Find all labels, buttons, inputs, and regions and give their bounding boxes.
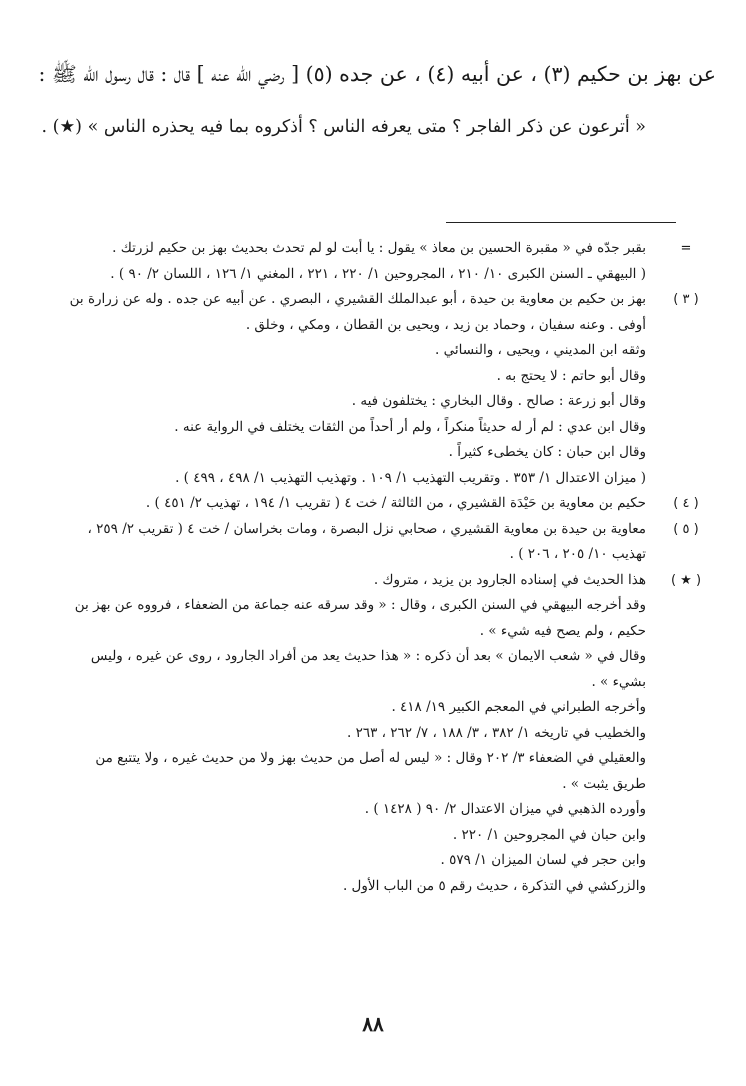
footnote-line: وابن حبان في المجروحين ١/ ٢٢٠ . bbox=[452, 826, 646, 843]
footnote-line: والزركشي في التذكرة ، حديث رقم ٥ من الباب الأول . bbox=[342, 877, 646, 894]
footnotes bbox=[30, 236, 716, 899]
footnote-line: وقال أبو زرعة : صالح . وقال البخاري : يختلفون فيه . bbox=[351, 393, 646, 409]
hadith-chain-line: عن بهز بن حكيم (٣) ، عن أبيه (٤) ، عن جده (٥) [ رضي الله عنه ] قال : قال رسول الله ﷺ : bbox=[38, 62, 716, 86]
footnote-line: هذا الحديث في إسناده الجارود بن يزيد ، متروك . bbox=[373, 571, 646, 588]
footnote-line: وأورده الذهبي في ميزان الاعتدال ٢/ ٩٠ ( ١٤٢٨ ) . bbox=[364, 801, 646, 817]
footnote-line: بهز بن حكيم بن معاوية بن حيدة ، أبو عبدالملك القشيري ، البصري . عن أبيه عن جده . وله عن زرارة بن bbox=[69, 291, 646, 307]
footnote-line: وقال ابن عدي : لم أر له حديثاً منكراً ، ولم أر أحداً من الثقات يختلف في الرواية عنه . bbox=[174, 418, 646, 435]
footnote-line: ( ميزان الاعتدال ١/ ٣٥٣ . وتقريب التهذيب ١/ ١٠٩ . وتهذيب التهذيب ١/ ٤٩٨ ، ٤٩٩ ) . bbox=[175, 469, 646, 486]
footnote-line: حكيم ، ولم يصح فيه شيء » . bbox=[479, 622, 646, 639]
footnote bbox=[30, 287, 716, 491]
footnote bbox=[30, 236, 716, 287]
footnote-line: طريق يثبت » . bbox=[562, 775, 646, 792]
footnote-marker: ( ٥ ) bbox=[673, 521, 699, 537]
footnote bbox=[30, 491, 716, 517]
footnote-line: ( البيهقي ـ السنن الكبرى ١٠/ ٢١٠ ، المجروحين ١/ ٢٢٠ ، ٢٢١ ، المغني ١/ ١٢٦ ، اللسان ٢/ ٩٠ ) . bbox=[110, 265, 646, 282]
footnote-line: والخطيب في تاريخه ١/ ٣٨٢ ، ٣/ ١٨٨ ، ٧/ ٢٦٢ ، ٢٦٣ . bbox=[346, 724, 646, 741]
footnote-line: والعقيلي في الضعفاء ٣/ ٢٠٢ وقال : « ليس له أصل من حديث بهز ولا من حديث غيره ، ولا يتتبع من bbox=[95, 750, 646, 766]
footnote-text bbox=[30, 236, 646, 287]
footnote-marker: ( ★ ) bbox=[670, 572, 702, 588]
footnote-text bbox=[30, 568, 646, 900]
footnote-marker: ( ٤ ) bbox=[673, 496, 699, 511]
footnote-line: أوفى . وعنه سفيان ، وحماد بن زيد ، ويحيى بن القطان ، ومكي ، وخلق . bbox=[245, 316, 646, 333]
footnote-line: حكيم بن معاوية بن حَيْدَة القشيري ، من الثالثة / خت ٤ ( تقريب ١/ ١٩٤ ، تهذيب ٢/ ٤٥١ ) . bbox=[145, 495, 646, 511]
footnote-line: وقال في « شعب الايمان » بعد أن ذكره : « هذا حديث يعد من أفراد الجارود ، روى عن غيره ، وليس bbox=[90, 648, 646, 664]
footnote-line: تهذيب ١٠/ ٢٠٥ ، ٢٠٦ ) . bbox=[509, 546, 646, 562]
footnote-line: وثقه ابن المديني ، ويحيى ، والنسائي . bbox=[435, 342, 646, 358]
footnote-line: بشيء » . bbox=[591, 673, 646, 690]
footnote-line: وقال ابن حبان : كان يخطىء كثيراً . bbox=[448, 444, 646, 460]
hadith-matn-line: « أترعون عن ذكر الفاجر ؟ متى يعرفه الناس ؟ أذكروه بما فيه يحذره الناس » (★) . bbox=[41, 117, 646, 137]
footnote-text bbox=[30, 517, 646, 568]
footnote bbox=[30, 517, 716, 568]
footnote bbox=[30, 568, 716, 900]
footnote-line: بقبر جدّه في « مقبرة الحسين بن معاذ » يقول : يا أبت لو لم تحدث بحديث بهز بن حكيم لزرتك . bbox=[112, 240, 646, 256]
footnote-line: وابن حجر في لسان الميزان ١/ ٥٧٩ . bbox=[440, 852, 646, 868]
footnote-divider bbox=[446, 222, 676, 223]
footnote-line: وقد أخرجه البيهقي في السنن الكبرى ، وقال : « وقد سرقه عنه جماعة من الضعفاء ، فرووه عن بهز بن bbox=[74, 597, 646, 613]
footnote-line: وأخرجه الطبراني في المعجم الكبير ١٩/ ٤١٨ . bbox=[391, 699, 646, 715]
footnote-line: معاوية بن حيدة بن معاوية القشيري ، صحابي نزل البصرة ، ومات بخراسان / خت ٤ ( تقريب ٢/ ٢٥٩ ، bbox=[87, 520, 646, 537]
page-number: ٨٨ bbox=[362, 1012, 384, 1036]
footnote-marker: = bbox=[680, 241, 692, 256]
footnote-text bbox=[30, 287, 646, 491]
footnote-text bbox=[30, 491, 646, 517]
footnote-line: وقال أبو حاتم : لا يحتج به . bbox=[496, 367, 646, 384]
footnote-marker: ( ٣ ) bbox=[673, 292, 699, 307]
